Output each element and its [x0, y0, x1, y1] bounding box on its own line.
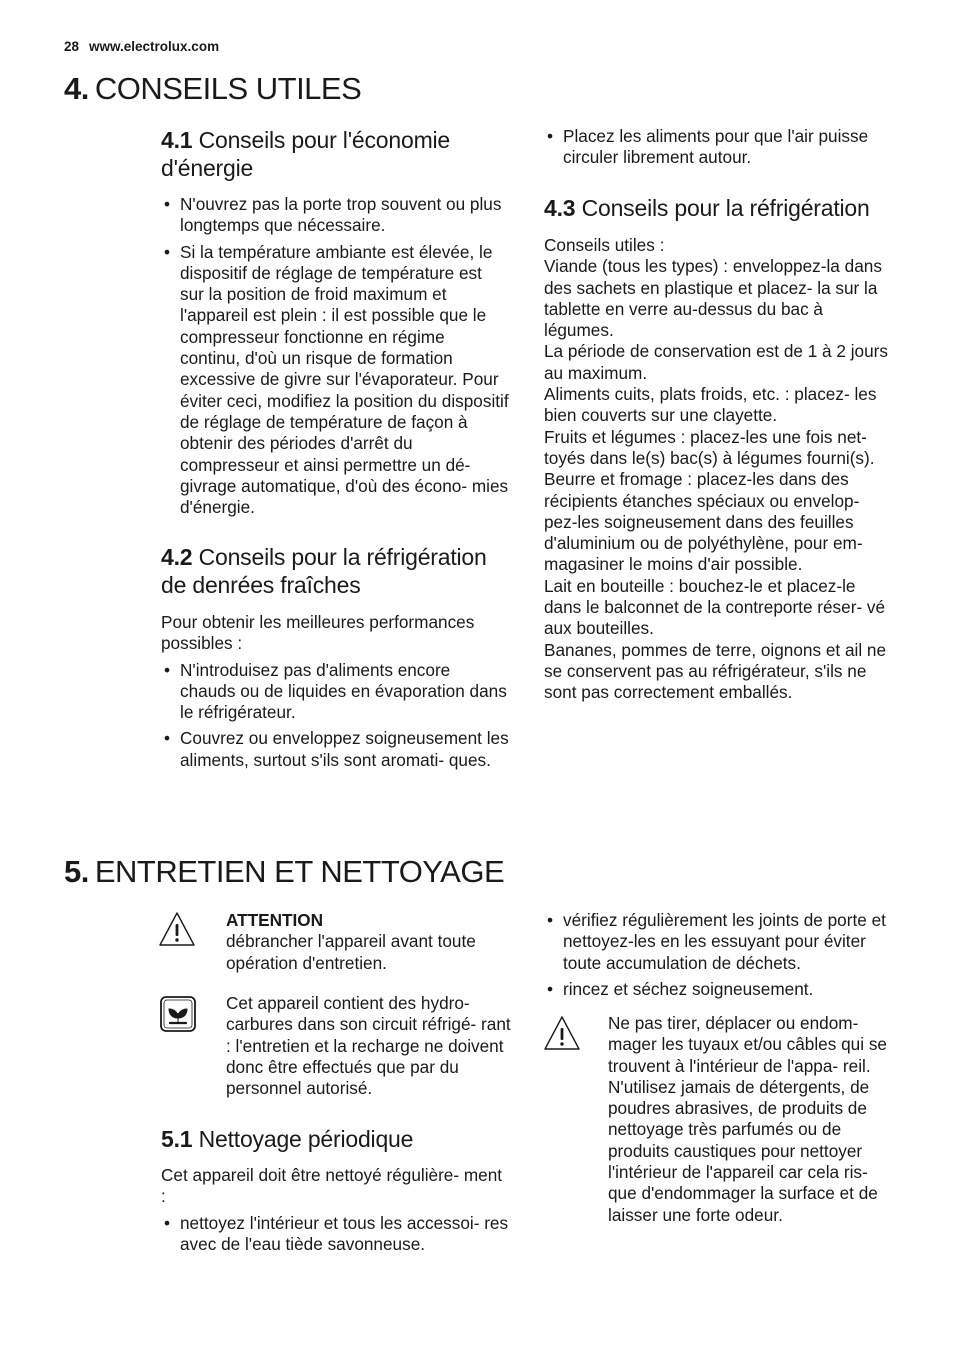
text-line: Lait en bouteille : bouchez-le et placez-le dans le balconnet de la contreporte réser- vé aux bouteilles.: [544, 575, 886, 639]
warning-triangle-icon: [543, 1015, 581, 1051]
page-number: 28: [64, 39, 80, 54]
eco-plant-icon: [160, 996, 196, 1032]
list-item: • Couvrez ou enveloppez soigneusement les aliments, surtout s'ils sont aromati- ques.: [161, 728, 509, 771]
subsection-4-2-continued: [544, 126, 896, 174]
section-4-title: CONSEILS UTILES: [94, 71, 362, 106]
website-link[interactable]: www.electrolux.com: [89, 39, 220, 54]
text-line: La période de conservation est de 1 à 2 jours au maximum.: [544, 341, 888, 383]
warning-triangle-icon: [158, 911, 196, 947]
section-5-title: ENTRETIEN ET NETTOYAGE: [94, 854, 505, 889]
subsection-4-3-body: [544, 235, 896, 704]
section-5-number: 5.: [64, 854, 89, 889]
warning-text-1: Ne pas tirer, déplacer ou endom- mager les tuyaux et/ou câbles qui se trouvent à l'intérieur de l'appa- reil.: [608, 1013, 887, 1076]
subsection-5-1-body: [161, 1165, 511, 1260]
text-line: Conseils utiles :: [544, 235, 665, 255]
subsection-4-2-body: [161, 612, 509, 776]
text-line: Aliments cuits, plats froids, etc. : placez- les bien couverts sur une clayette.: [544, 384, 877, 426]
list-item: • vérifiez régulièrement les joints de porte et nettoyez-les en les essuyant pour éviter toute accumulation de déchets.: [544, 910, 896, 974]
subsection-5-1-heading: 5.1 Nettoyage périodique: [161, 1126, 414, 1152]
list-item: • N'introduisez pas d'aliments encore chauds ou de liquides en évaporation dans le réfrigérateur.: [161, 660, 509, 724]
subsection-5-1-continued: [544, 910, 896, 1005]
section-5-heading: [64, 856, 504, 887]
eco-note-text: Cet appareil contient des hydro- carbures dans son circuit réfrigé- rant : l'entretien et la recharge ne doivent donc être effectués que par du personnel autorisé.: [226, 993, 511, 1099]
list-item: • Placez les aliments pour que l'air puisse circuler librement autour.: [544, 126, 896, 169]
attention-note: [226, 910, 516, 974]
list-item: • nettoyez l'intérieur et tous les accessoi- res avec de l'eau tiède savonneuse.: [161, 1213, 511, 1256]
list-item: • rincez et séchez soigneusement.: [544, 979, 896, 1000]
page-header: [64, 39, 219, 54]
subsection-4-3-heading: 4.3 Conseils pour la réfrigération: [544, 195, 870, 221]
intro-text: Pour obtenir les meilleures performances possibles :: [161, 612, 475, 654]
list-item: • Si la température ambiante est élevée, le dispositif de réglage de température est sur la position de froid maximum et l'appareil est plein : il est possible que le compresseur fonctionne en régime continu, d'où un risque de formation excessive de givre sur l'évaporateur. Pour éviter ceci, modifiez la position du dispositif de réglage de température de façon à obtenir des périodes d'arrêt du compresseur et ainsi permettre un dé- givrage automatique, d'où des écono- mies d'énergie.: [161, 242, 509, 519]
section-4-number: 4.: [64, 71, 89, 106]
attention-title: ATTENTION: [226, 910, 324, 930]
eco-note: [226, 993, 511, 1099]
text-line: Fruits et légumes : placez-les une fois net- toyés dans le(s) bac(s) à légumes fourni(s).: [544, 426, 875, 468]
warning-note: [608, 1013, 900, 1226]
text-line: Beurre et fromage : placez-les dans des récipients étanches spéciaux ou envelop- pez-les soigneusement dans des feuilles d'aluminium ou de polyéthylène, pour em- magasiner le moins d'air possible.: [544, 469, 863, 575]
intro-text: Cet appareil doit être nettoyé régulière- ment :: [161, 1165, 503, 1207]
attention-text: débrancher l'appareil avant toute opération d'entretien.: [226, 931, 476, 973]
subsection-4-1-body: [161, 194, 509, 523]
text-line: Viande (tous les types) : enveloppez-la dans des sachets en plastique et placez- la sur la tablette en verre au-dessus du bac à légumes.: [544, 256, 882, 341]
list-item: • N'ouvrez pas la porte trop souvent ou plus longtemps que nécessaire.: [161, 194, 509, 237]
subsection-4-2-heading: 4.2 Conseils pour la réfrigération de denrées fraîches: [161, 544, 487, 598]
warning-text-2: N'utilisez jamais de détergents, de poudres abrasives, de produits de nettoyage très parfumés ou de produits caustiques pour nettoyer l'intérieur de l'appareil car cela ris- que d'endommager la surface et de laisser une forte odeur.: [608, 1076, 878, 1225]
subsection-4-1-heading: 4.1 Conseils pour l'économie d'énergie: [161, 127, 451, 181]
section-4-heading: [64, 73, 361, 104]
text-line: Bananes, pommes de terre, oignons et ail ne se conservent pas au réfrigérateur, s'ils ne sont pas correctement emballés.: [544, 639, 887, 703]
